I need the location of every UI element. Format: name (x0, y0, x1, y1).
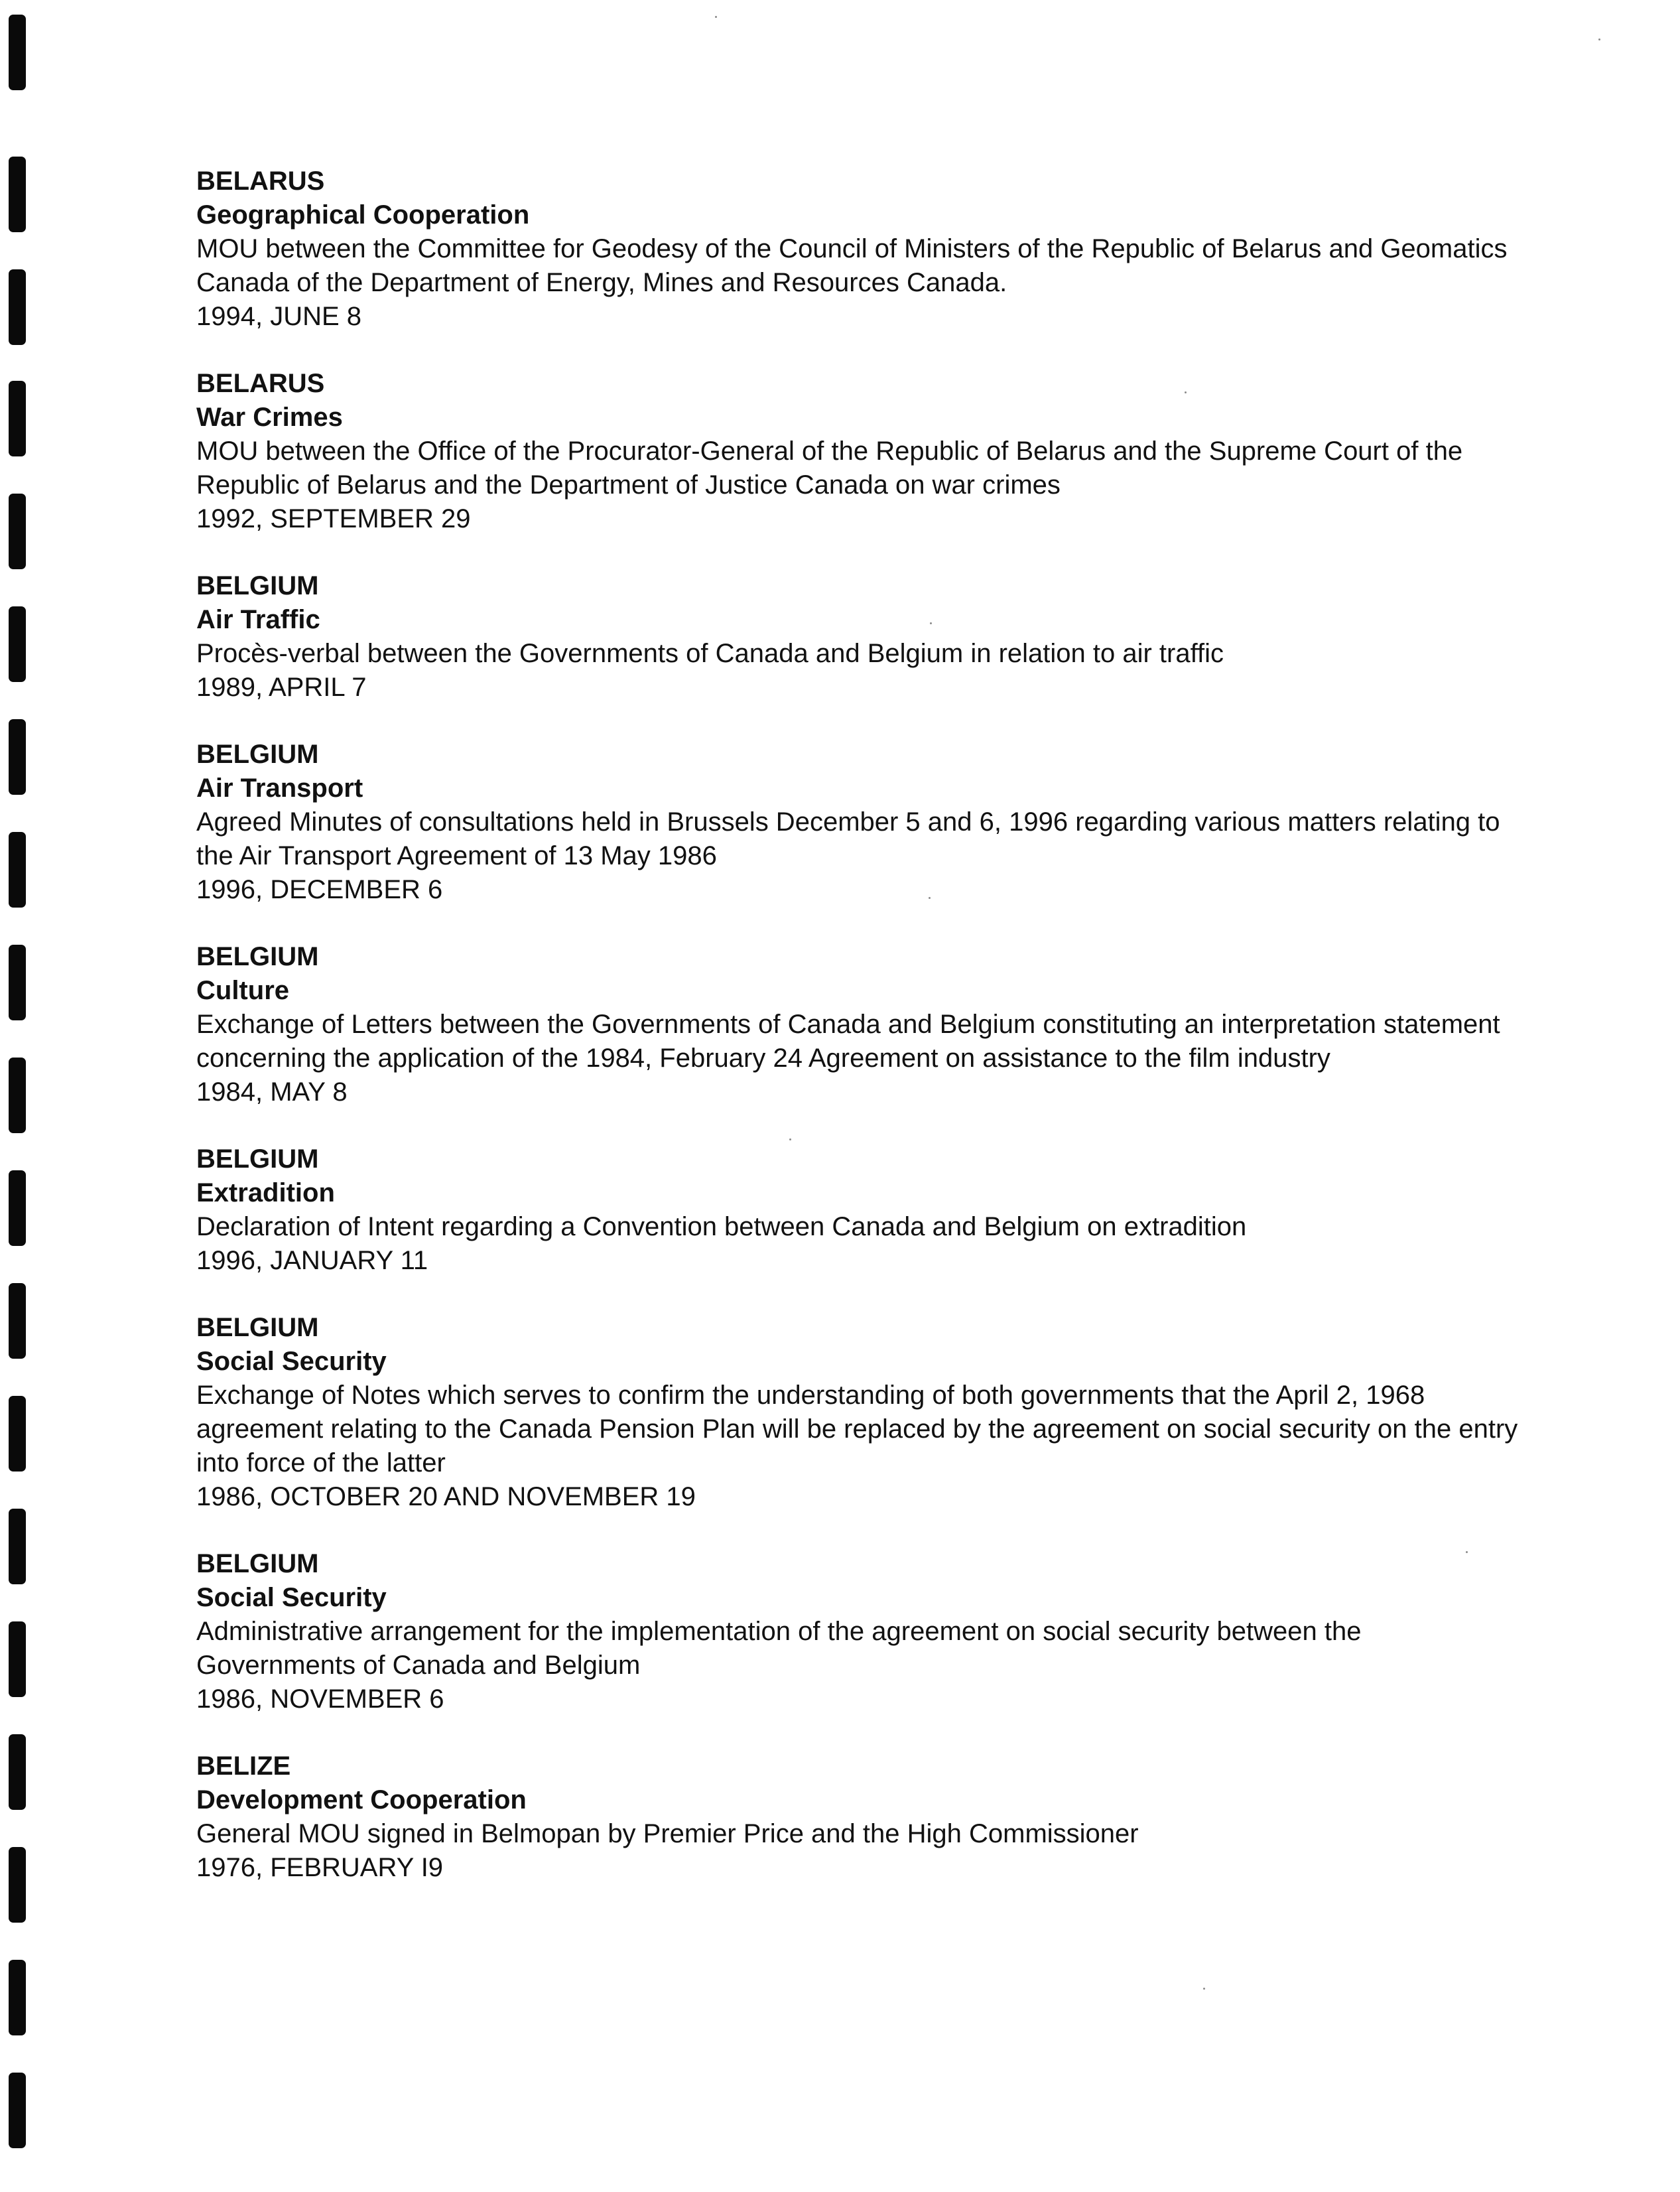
punch-hole (9, 1509, 26, 1584)
entry-description: Agreed Minutes of consultations held in Brussels December 5 and 6, 1996 regarding various matters relating to the Air Transport Agreement of 13 May 1986 (196, 807, 1500, 870)
entry-description: Declaration of Intent regarding a Convention between Canada and Belgium on extradition (196, 1212, 1247, 1241)
treaty-listing (196, 165, 1523, 1918)
scan-speck (715, 16, 717, 18)
punch-hole (9, 1058, 26, 1133)
entry-date: 1996, DECEMBER 6 (196, 875, 443, 904)
entry-country: BELGIUM (196, 1549, 319, 1578)
entry-subject: Air Traffic (196, 605, 320, 634)
list-item (196, 367, 1523, 536)
entry-country: BELGIUM (196, 942, 319, 971)
punch-hole (9, 606, 26, 682)
list-item (196, 940, 1523, 1109)
punch-hole (9, 832, 26, 908)
entry-date: 1989, APRIL 7 (196, 673, 367, 702)
punch-hole (9, 1283, 26, 1359)
entry-date: 1986, NOVEMBER 6 (196, 1684, 444, 1714)
entry-subject: Development Cooperation (196, 1785, 527, 1815)
entry-description: General MOU signed in Belmopan by Premier Price and the High Commissioner (196, 1819, 1139, 1848)
entry-country: BELGIUM (196, 1313, 319, 1342)
punch-hole (9, 269, 26, 345)
entry-date: 1986, OCTOBER 20 AND NOVEMBER 19 (196, 1482, 696, 1511)
list-item (196, 1311, 1523, 1514)
entry-country: BELGIUM (196, 1144, 319, 1174)
entry-description: Exchange of Notes which serves to confirm the understanding of both governments that the April 2, 1968 agreement relating to the Canada Pension Plan will be replaced by the agreement on social security on the entry into force of the latter (196, 1381, 1518, 1477)
entry-subject: War Crimes (196, 403, 343, 432)
scan-speck (1203, 1988, 1205, 1990)
entry-description: Administrative arrangement for the implementation of the agreement on social security between the Governments of Canada and Belgium (196, 1617, 1362, 1680)
punch-hole (9, 719, 26, 795)
entry-country: BELGIUM (196, 740, 319, 769)
punch-hole (9, 1170, 26, 1246)
punch-hole (9, 1960, 26, 2035)
binding-punch-holes (0, 0, 53, 2192)
entry-description: MOU between the Office of the Procurator-General of the Republic of Belarus and the Supreme Court of the Republic of Belarus and the Department of Justice Canada on war crimes (196, 437, 1463, 500)
entry-date: 1992, SEPTEMBER 29 (196, 504, 471, 533)
entry-subject: Extradition (196, 1178, 335, 1207)
entry-subject: Culture (196, 976, 289, 1005)
entry-country: BELGIUM (196, 571, 319, 600)
entry-date: 1994, JUNE 8 (196, 302, 362, 331)
punch-hole (9, 15, 26, 90)
punch-hole (9, 1621, 26, 1697)
scan-speck (1598, 38, 1600, 40)
list-item (196, 569, 1523, 705)
entry-country: BELIZE (196, 1751, 291, 1781)
entry-subject: Air Transport (196, 774, 363, 803)
punch-hole (9, 1847, 26, 1923)
punch-hole (9, 381, 26, 456)
punch-hole (9, 1396, 26, 1472)
punch-hole (9, 2073, 26, 2148)
punch-hole (9, 945, 26, 1020)
entry-subject: Geographical Cooperation (196, 200, 530, 230)
entry-subject: Social Security (196, 1347, 387, 1376)
entry-subject: Social Security (196, 1583, 387, 1612)
list-item (196, 738, 1523, 907)
entry-description: Exchange of Letters between the Governments of Canada and Belgium constituting an interpretation statement concerning the application of the 1984, February 24 Agreement on assistance to the film industry (196, 1010, 1500, 1073)
punch-hole (9, 157, 26, 232)
list-item (196, 1547, 1523, 1716)
entry-date: 1996, JANUARY 11 (196, 1246, 428, 1275)
entry-country: BELARUS (196, 369, 325, 398)
punch-hole (9, 1734, 26, 1810)
list-item (196, 1142, 1523, 1278)
punch-hole (9, 494, 26, 569)
entry-date: 1976, FEBRUARY I9 (196, 1853, 444, 1882)
list-item (196, 165, 1523, 334)
entry-country: BELARUS (196, 167, 325, 196)
entry-date: 1984, MAY 8 (196, 1077, 348, 1107)
entry-description: Procès-verbal between the Governments of Canada and Belgium in relation to air traffic (196, 639, 1224, 668)
list-item (196, 1749, 1523, 1885)
entry-description: MOU between the Committee for Geodesy of the Council of Ministers of the Republic of Belarus and Geomatics Canada of the Department of Energy, Mines and Resources Canada. (196, 234, 1508, 297)
